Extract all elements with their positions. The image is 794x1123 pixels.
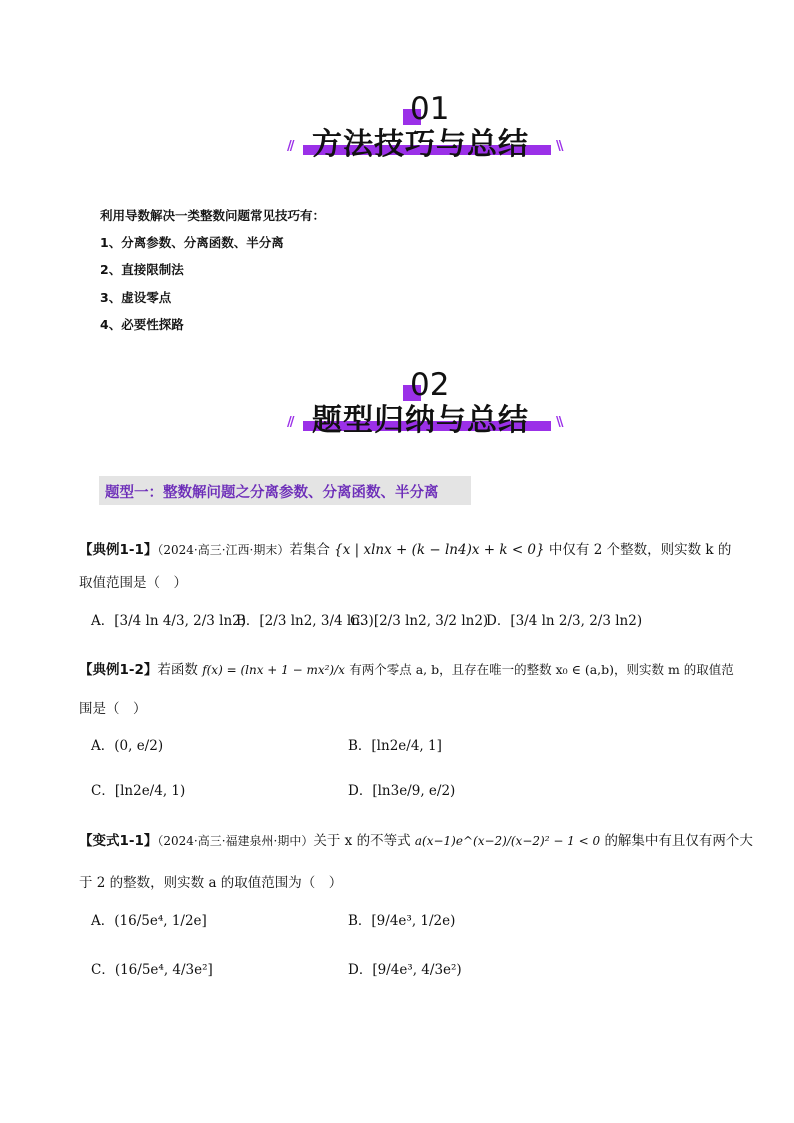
option-c: C．[2/3 ln2, 3/2 ln2): [350, 613, 489, 629]
option-a: A．(0, e/2): [91, 738, 164, 754]
option-d: D．[9/4e³, 4/3e²): [348, 962, 462, 978]
question-type-title: 题型一：整数解问题之分离参数、分离函数、半分离: [105, 485, 439, 501]
section-title: 题型归纳与总结: [312, 403, 529, 438]
example-source: （2024·高三·江西·期末）: [157, 543, 290, 557]
variant-source: （2024·高三·福建泉州·期中）: [157, 834, 314, 848]
section-number: 02: [410, 367, 450, 403]
example-1-1-line2: 取值范围是（ ）: [79, 575, 187, 591]
summary-item-2: 2、直接限制法: [100, 262, 184, 277]
option-a: A．(16/5e⁴, 1/2e]: [91, 913, 207, 929]
stem-text: 的解集中有且仅有两个大: [604, 833, 753, 849]
example-1-2-line2: 围是（ ）: [79, 701, 147, 717]
example-tag: 【典例1-1】: [79, 542, 158, 558]
right-slash-decoration: \\: [556, 415, 562, 430]
section-number: 01: [410, 91, 450, 127]
variant-1-1-line1: [79, 829, 753, 849]
variant-tag: 【变式1-1】: [79, 833, 158, 849]
inequality-expression: a(x−1)e^(x−2)/(x−2)² − 1 < 0: [414, 834, 601, 848]
function-expression: f(x) = (lnx + 1 − mx²)/x: [202, 663, 345, 677]
stem-text: 有两个零点 a, b，且存在唯一的整数 x₀ ∈ (a,b)，则实数 m 的取值范: [349, 662, 734, 677]
summary-item-4: 4、必要性探路: [100, 317, 184, 332]
stem-text: 若集合: [289, 542, 330, 558]
option-c: C．(16/5e⁴, 4/3e²]: [91, 962, 213, 978]
example-1-2-line1: [79, 658, 734, 678]
option-d: D．[3/4 ln 2/3, 2/3 ln2): [486, 613, 643, 629]
option-b: B．[9/4e³, 1/2e): [348, 913, 456, 929]
question-type-banner: [99, 476, 471, 505]
section-title: 方法技巧与总结: [312, 127, 529, 162]
summary-item-3: 3、虚设零点: [100, 290, 172, 305]
stem-text: 若函数: [157, 662, 198, 678]
option-c: C．[ln2e/4, 1): [91, 783, 186, 799]
example-1-1-line1: [79, 538, 731, 558]
left-slash-decoration: //: [287, 415, 293, 430]
right-slash-decoration: \\: [556, 139, 562, 154]
stem-text: 关于 x 的不等式: [313, 833, 411, 849]
option-b: B．[ln2e/4, 1]: [348, 738, 442, 754]
option-a: A．[3/4 ln 4/3, 2/3 ln2): [91, 613, 247, 629]
section-header-2: [0, 367, 794, 451]
set-expression: {x | xlnx + (k − ln4)x + k < 0}: [334, 542, 545, 558]
section-header-1: [0, 91, 794, 175]
left-slash-decoration: //: [287, 139, 293, 154]
option-d: D．[ln3e/9, e/2): [348, 783, 456, 799]
stem-text: 中仅有 2 个整数，则实数 k 的: [548, 542, 732, 558]
option-b: B．[2/3 ln2, 3/4 ln3): [236, 613, 374, 629]
example-tag: 【典例1-2】: [79, 662, 158, 678]
variant-1-1-line2: 于 2 的整数，则实数 a 的取值范围为（ ）: [79, 875, 343, 891]
summary-item-1: 1、分离参数、分离函数、半分离: [100, 235, 284, 250]
summary-intro: 利用导数解决一类整数问题常见技巧有：: [100, 208, 326, 223]
